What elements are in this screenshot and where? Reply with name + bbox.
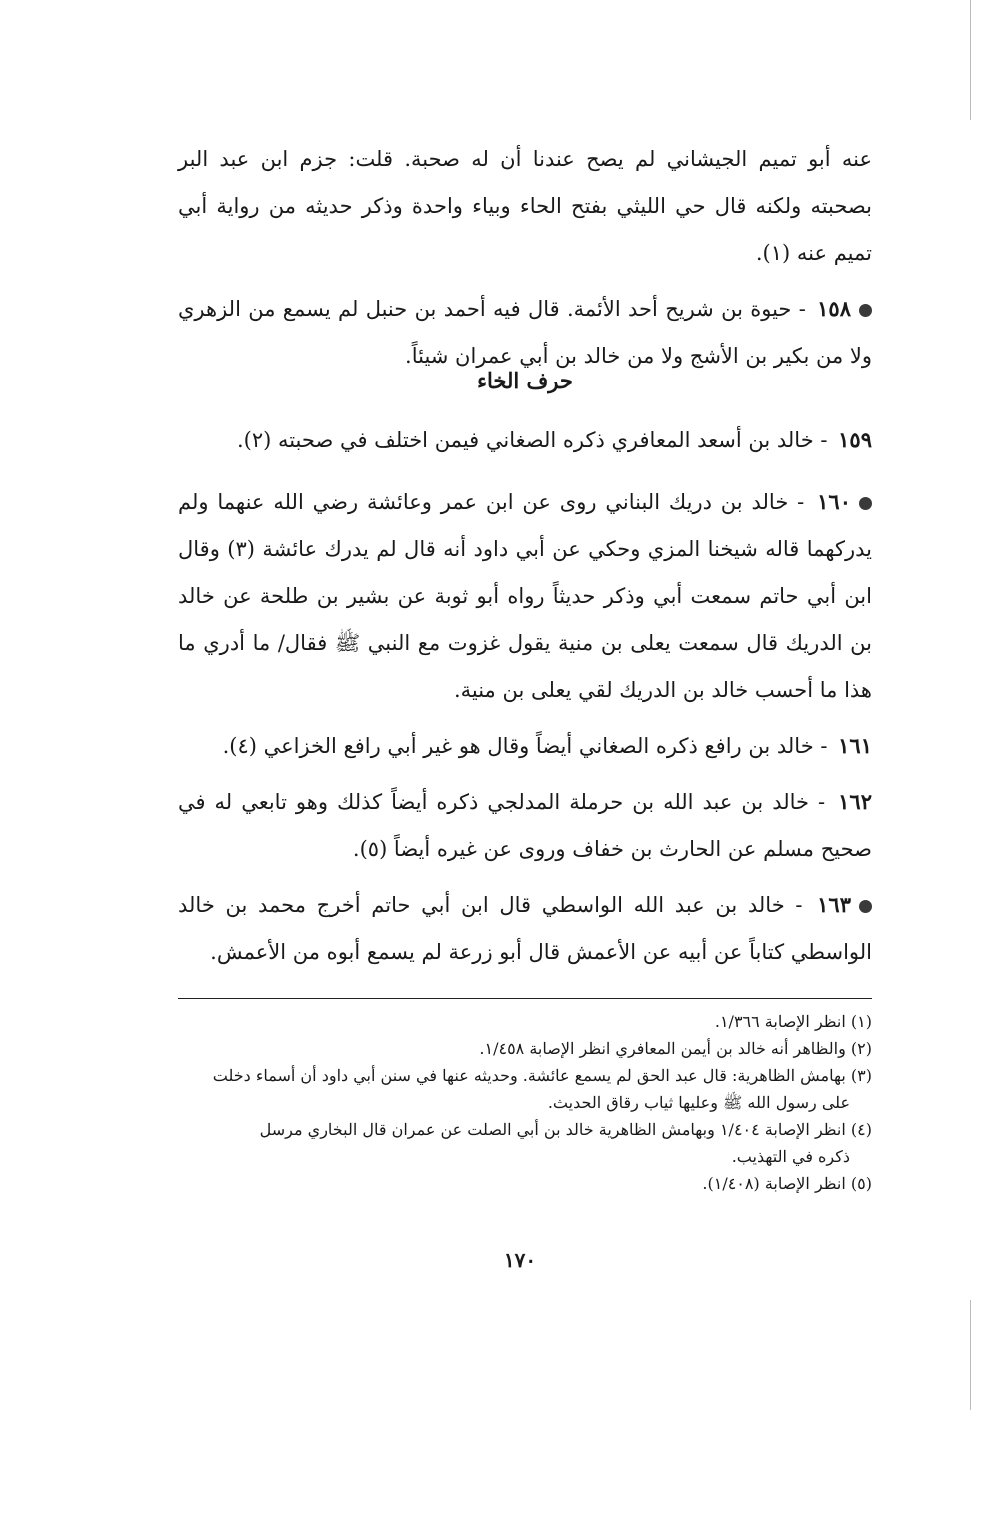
entry-160 — [178, 478, 872, 714]
footnote-text: بهامش الظاهرية: قال عبد الحق لم يسمع عائشة. وحديثه عنها في سنن أبي داود أن أسماء دخلت — [212, 1066, 846, 1085]
bullet-icon — [859, 497, 872, 510]
footnote-continuation: ذكره في التهذيب. — [731, 1147, 850, 1166]
footnote-marker: (٤) — [850, 1120, 872, 1139]
scan-edge-mark — [970, 0, 971, 120]
footnote-marker: (١) — [850, 1012, 872, 1031]
footnote-5 — [178, 1170, 872, 1197]
entry-text: - خالد بن دريك البناني روى عن ابن عمر وعائشة رضي الله عنهما ولم يدركهما قاله شيخنا المزي وحكي عن أبي داود أنه قال لم يدرك عائشة (٣) وقال ابن أبي حاتم سمعت أبي وذكر حديثاً رواه أبو ثوبة عن بشير بن طلحة عن خالد بن الدريك قال سمعت يعلى بن منية يقول غزوت مع النبي ﷺ فقال/ ما أدري ما هذا ما أحسب خالد بن الدريك لقي يعلى بن منية. — [178, 490, 872, 702]
footnote-text: انظر الإصابة (١/٤٠٨). — [702, 1174, 846, 1193]
footnote-divider — [178, 998, 872, 999]
entry-158 — [178, 285, 872, 380]
paragraph-continuation — [178, 136, 872, 277]
entry-159 — [178, 416, 872, 464]
footnote-marker: (٥) — [850, 1174, 872, 1193]
footnote-text: انظر الإصابة ١/٣٦٦. — [714, 1012, 846, 1031]
footnote-2 — [178, 1035, 872, 1062]
entry-number: ١٦١ — [838, 733, 872, 758]
entry-number: ١٦٣ — [817, 892, 851, 917]
footnote-text: والظاهر أنه خالد بن أيمن المعافري انظر الإصابة ١/٤٥٨. — [479, 1039, 846, 1058]
entry-163 — [178, 881, 872, 976]
page-number: ١٧٠ — [503, 1248, 537, 1272]
main-text-top — [178, 136, 872, 380]
entry-number: ١٦٢ — [838, 789, 872, 814]
bullet-icon — [859, 304, 872, 317]
footnote-1 — [178, 1008, 872, 1035]
entry-161 — [178, 722, 872, 770]
entry-number: ١٥٩ — [838, 427, 872, 452]
entry-text: - خالد بن رافع ذكره الصغاني أيضاً وقال هو غير أبي رافع الخزاعي (٤). — [222, 734, 828, 758]
section-heading: حرف الخاء — [477, 368, 573, 393]
footnote-text: انظر الإصابة ١/٤٠٤ وبهامش الظاهرية خالد بن أبي الصلت عن عمران قال البخاري مرسل — [259, 1120, 846, 1139]
footnote-marker: (٢) — [850, 1039, 872, 1058]
entry-text: - خالد بن أسعد المعافري ذكره الصغاني فيمن اختلف في صحبته (٢). — [236, 428, 828, 452]
paragraph-text: عنه أبو تميم الجيشاني لم يصح عندنا أن له صحبة. قلت: جزم ابن عبد البر بصحبته ولكنه قال حي الليثي بفتح الحاء وبياء واحدة وذكر حديثه من رواية أبي تميم عنه (١). — [178, 147, 872, 265]
entry-text: - خالد بن عبد الله بن حرملة المدلجي ذكره أيضاً كذلك وهو تابعي له في صحيح مسلم عن الحارث بن خفاف وروى عن غيره أيضاً (٥). — [178, 790, 872, 861]
footnote-3 — [178, 1062, 872, 1116]
entry-text: - خالد بن عبد الله الواسطي قال ابن أبي حاتم أخرج محمد بن خالد الواسطي كتاباً عن أبيه عن الأعمش قال أبو زرعة لم يسمع أبوه من الأعمش. — [178, 893, 872, 964]
entry-number: ١٦٠ — [817, 489, 851, 514]
entry-text: - حيوة بن شريح أحد الأئمة. قال فيه أحمد بن حنبل لم يسمع من الزهري ولا من بكير بن الأشج ولا من خالد بن أبي عمران شيئاً. — [178, 297, 872, 368]
footnote-4 — [178, 1116, 872, 1170]
entry-number: ١٥٨ — [817, 296, 851, 321]
footnotes — [178, 1008, 872, 1197]
footnote-continuation: على رسول الله ﷺ وعليها ثياب رقاق الحديث. — [547, 1093, 850, 1112]
bullet-icon — [859, 900, 872, 913]
footnote-marker: (٣) — [850, 1066, 872, 1085]
scan-edge-mark — [970, 1300, 971, 1410]
entry-162 — [178, 778, 872, 873]
main-text-bottom — [178, 416, 872, 976]
